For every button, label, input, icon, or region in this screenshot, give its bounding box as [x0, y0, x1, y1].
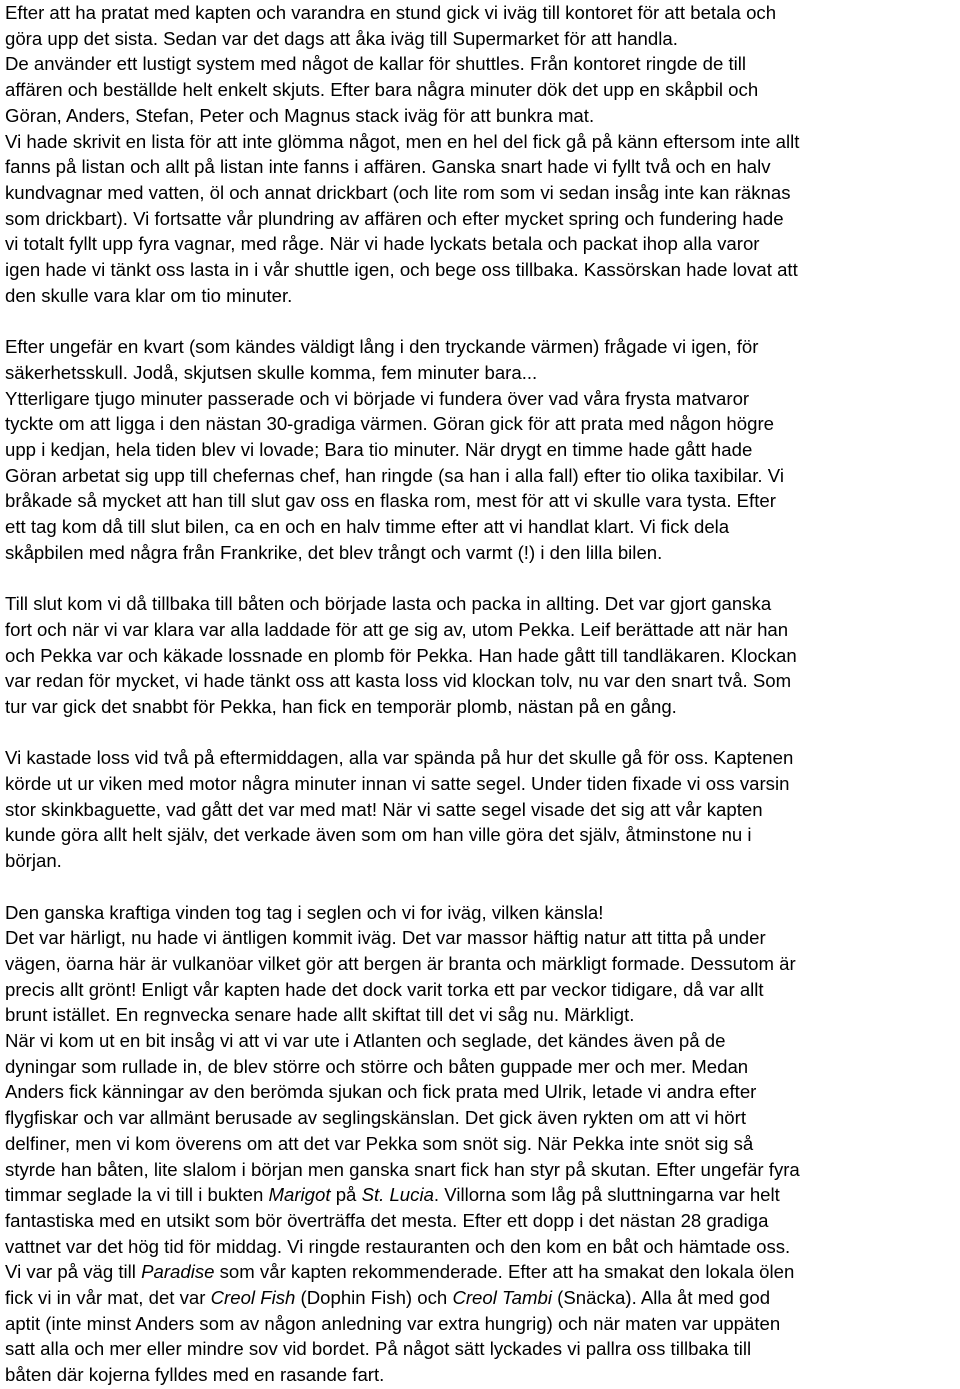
text-run: tur var gick det snabbt för Pekka, han fick en temporär plomb, nästan på en gång.	[5, 695, 677, 717]
text-run: Efter att ha pratat med kapten och varandra en stund gick vi iväg till kontoret för att betala och	[5, 2, 777, 23]
text-line	[5, 900, 603, 926]
text-run: skåpbilen med några från Frankrike, det blev trångt och varmt (!) i den lilla bilen.	[5, 541, 663, 563]
text-line	[5, 231, 759, 257]
text-run: Göran arbetat sig upp till chefernas chef, han ringde (sa han i alla fall) efter tio olika taxibilar. Vi	[5, 464, 784, 486]
text-line	[5, 617, 788, 643]
text-line	[5, 925, 766, 951]
text-line	[5, 771, 789, 797]
italic-term: St. Lucia	[361, 1184, 434, 1206]
text-run: flygfiskar och var allmänt berusade av seglingskänslan. Det gick även rykten om att vi hört	[5, 1107, 746, 1129]
text-line	[5, 1028, 725, 1054]
text-run: vägen, öarna här är vulkanöar vilket gör att bergen är branta och märkligt formade. Dessutom är	[5, 952, 796, 974]
document-page	[5, 0, 960, 1389]
text-run: (Snäcka). Alla åt med god	[552, 1287, 771, 1308]
text-line	[5, 1002, 634, 1028]
text-run: stor skinkbaguette, vad gått det var med mat! När vi satte segel visade det sig att vår kapten	[5, 798, 763, 820]
text-run: Ytterligare tjugo minuter passerade och vi började vi fundera över vad våra frysta matvaror	[5, 387, 750, 409]
text-line	[5, 1259, 794, 1285]
text-line	[5, 1131, 753, 1157]
text-line	[5, 1234, 790, 1260]
italic-term: Paradise	[141, 1261, 215, 1283]
text-run: styrde han båten, lite slalom i början men ganska snart fick han styr på skutan. Efter ungefär fyra	[5, 1158, 800, 1180]
text-line	[5, 206, 784, 232]
text-run: vattnet var det hög tid för middag. Vi ringde restauranten och den kom en båt och hämtade oss.	[5, 1235, 791, 1257]
text-line	[5, 1182, 780, 1208]
text-run: vi totalt fyllt upp fyra vagnar, med råge. När vi hade lyckats betala och packat ihop alla varor	[5, 233, 760, 255]
text-line	[5, 360, 537, 386]
text-run: Vi kastade loss vid två på eftermiddagen, alla var spända på hur det skulle gå för oss. Kaptenen	[5, 747, 794, 769]
text-line	[5, 51, 746, 77]
text-line	[5, 180, 791, 206]
text-run: satt alla och mer eller mindre sov vid bordet. På något sätt lyckades vi pallra oss tillbaka till	[5, 1338, 752, 1360]
text-line	[5, 540, 662, 566]
text-line	[5, 848, 62, 874]
text-run: affären och beställde helt enkelt skjuts. Efter bara några minuter dök det upp en skåpbil och	[5, 79, 759, 101]
text-run: på	[330, 1184, 362, 1206]
text-line	[5, 514, 729, 540]
text-run: brunt istället. En regnvecka senare hade allt skiftat till det vi såg nu. Märkligt.	[5, 1004, 635, 1026]
text-line	[5, 334, 758, 360]
text-run: delfiner, men vi kom överens om att det var Pekka som snöt sig. När Pekka inte snöt sig så	[5, 1132, 754, 1154]
text-line	[5, 822, 752, 848]
text-line	[5, 694, 677, 720]
text-run: Det var härligt, nu hade vi äntligen kommit iväg. Det var massor häftig natur att titta på under	[5, 927, 766, 949]
text-run: Den ganska kraftiga vinden tog tag i seglen och vi for iväg, vilken känsla!	[5, 901, 604, 923]
text-line	[5, 1362, 384, 1388]
text-run: precis allt grönt! Enligt vår kapten hade det dock varit torka ett par veckor tidigare, då var allt	[5, 978, 764, 1000]
text-run: bråkade så mycket att han till slut gav oss en flaska rom, mest för att vi skulle vara tysta. Efter	[5, 490, 776, 512]
text-line	[5, 463, 784, 489]
text-line	[5, 977, 764, 1003]
text-run: den skulle vara klar om tio minuter.	[5, 284, 293, 306]
text-run: båten där kojerna fylldes med en rasande fart.	[5, 1364, 385, 1386]
text-run: fort och när vi var klara var alla laddade för att ge sig av, utom Pekka. Leif berättade att när han	[5, 618, 789, 640]
text-line	[5, 0, 776, 26]
text-run: Till slut kom vi då tillbaka till båten och började lasta och packa in allting. Det var gjort ganska	[5, 593, 772, 615]
text-line	[5, 437, 752, 463]
text-line	[5, 668, 791, 694]
text-line	[5, 257, 798, 283]
text-run: timmar seglade la vi till i bukten	[5, 1184, 269, 1206]
text-run: När vi kom ut en bit insåg vi att vi var ute i Atlanten och seglade, det kändes även på de	[5, 1030, 726, 1051]
text-line	[5, 26, 678, 52]
text-line	[5, 386, 749, 412]
text-run: Efter ungefär en kvart (som kändes väldigt lång i den tryckande värmen) frågade vi igen, för	[5, 336, 759, 358]
text-run: som vår kapten rekommenderade. Efter att ha smakat den lokala ölen	[214, 1261, 795, 1283]
text-line	[5, 745, 793, 771]
text-line	[5, 1311, 780, 1337]
text-run: som drickbart). Vi fortsatte vår plundring av affären och efter mycket spring och fundering hade	[5, 207, 784, 229]
text-line	[5, 1105, 746, 1131]
italic-term: Creol Fish	[210, 1287, 296, 1308]
text-run: (Dophin Fish) och	[295, 1287, 453, 1308]
text-line	[5, 797, 763, 823]
text-line	[5, 154, 771, 180]
text-line	[5, 643, 797, 669]
text-run: dyningar som rullade in, de blev större och större och båten guppade mer och mer. Medan	[5, 1055, 749, 1077]
text-run: säkerhetsskull. Jodå, skjutsen skulle komma, fem minuter bara...	[5, 361, 538, 383]
text-line	[5, 1208, 768, 1234]
text-run: Anders fick känningar av den berömda sjukan och fick prata med Ulrik, letade vi andra efter	[5, 1081, 757, 1103]
text-run: Göran, Anders, Stefan, Peter och Magnus stack iväg för att bunkra mat.	[5, 104, 595, 126]
text-run: tyckte om att ligga i den nästan 30-gradiga värmen. Göran gick för att prata med någon högre	[5, 413, 774, 435]
text-line	[5, 591, 771, 617]
text-line	[5, 129, 799, 155]
text-run: igen hade vi tänkt oss lasta in i vår shuttle igen, och bege oss tillbaka. Kassörskan hade lovat att	[5, 259, 798, 280]
text-run: kunde göra allt helt själv, det verkade även som om han ville göra det själv, åtminstone nu i	[5, 824, 752, 846]
text-run: kundvagnar med vatten, öl och annat drickbart (och lite rom som vi sedan insåg inte kan räknas	[5, 181, 791, 203]
text-line	[5, 488, 776, 514]
text-line	[5, 283, 292, 309]
text-run: aptit (inte minst Anders som av någon anledning var extra hungrig) och när maten var uppäten	[5, 1312, 781, 1334]
text-run: fick vi in vår mat, det var	[5, 1287, 211, 1308]
text-run: De använder ett lustigt system med något de kallar för shuttles. Från kontoret ringde de till	[5, 53, 747, 75]
text-run: och Pekka var och käkade lossnade en plomb för Pekka. Han hade gått till tandläkaren. Klockan	[5, 644, 797, 666]
text-run: ett tag kom då till slut bilen, ca en och en halv timme efter att vi handlat klart. Vi fick dela	[5, 516, 730, 537]
text-run: göra upp det sista. Sedan var det dags att åka iväg till Supermarket för att handla.	[5, 27, 678, 49]
text-run: körde ut ur viken med motor några minuter innan vi satte segel. Under tiden fixade vi oss varsin	[5, 773, 790, 794]
text-line	[5, 1079, 756, 1105]
text-run: fanns på listan och allt på listan inte fanns i affären. Ganska snart hade vi fyllt två och en halv	[5, 156, 771, 178]
text-line	[5, 1285, 770, 1311]
text-run: början.	[5, 850, 62, 872]
text-run: . Villorna som låg på sluttningarna var helt	[433, 1184, 780, 1206]
text-line	[5, 1054, 748, 1080]
text-line	[5, 411, 774, 437]
text-line	[5, 1336, 751, 1362]
text-run: fantastiska med en utsikt som bör överträffa det mesta. Efter ett dopp i det nästan 28 gradiga	[5, 1209, 769, 1231]
text-line	[5, 951, 796, 977]
text-run: var redan för mycket, vi hade tänkt oss att kasta loss vid klockan tolv, nu var den snart två. Som	[5, 670, 792, 692]
text-line	[5, 103, 594, 129]
text-line	[5, 77, 758, 103]
italic-term: Creol Tambi	[452, 1287, 552, 1308]
text-line	[5, 1157, 800, 1183]
italic-term: Marigot	[268, 1184, 331, 1206]
text-run: Vi var på väg till	[5, 1261, 142, 1283]
text-run: Vi hade skrivit en lista för att inte glömma något, men en hel del fick gå på känn eftersom inte allt	[5, 130, 800, 152]
text-run: upp i kedjan, hela tiden blev vi lovade; Bara tio minuter. När drygt en timme hade gått hade	[5, 438, 753, 460]
